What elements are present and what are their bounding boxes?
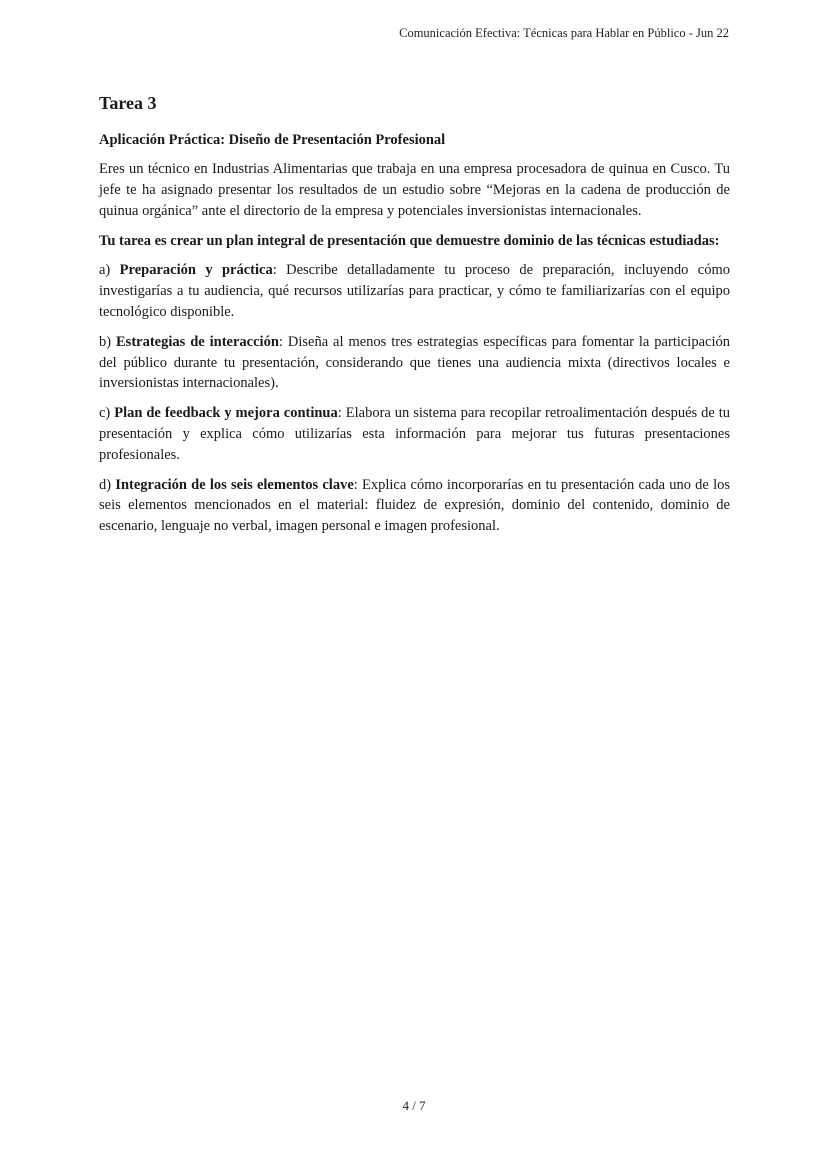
page-number: 4 / 7 <box>402 1098 426 1113</box>
intro-paragraph: Eres un técnico en Industrias Alimentarias que trabaja en una empresa procesadora de quinua en Cusco. Tu jefe te ha asignado presentar los resultados de un estudio sobre “Mejoras en la cadena de producción de quinua orgánica” ante el directorio de la empresa y potenciales inversionistas internacionales. <box>99 161 730 219</box>
section-title: Aplicación Práctica: Diseño de Presentación Profesional <box>99 132 446 149</box>
item-d-label: Integración de los seis elementos clave <box>115 476 354 493</box>
item-a <box>99 260 730 322</box>
item-d <box>99 475 730 537</box>
running-header: Comunicación Efectiva: Técnicas para Hablar en Público - Jun 22 <box>399 26 729 40</box>
item-c-prefix: c) <box>99 405 115 422</box>
document-body <box>99 92 730 546</box>
item-d-text: : Explica cómo incorporarías en tu presentación cada uno de los seis elementos mencionados en el material: fluidez de expresión, dominio del contenido, dominio de escenario, lenguaje no verbal, imagen personal e imagen profesional. <box>99 476 730 535</box>
item-a-prefix: a) <box>99 262 120 279</box>
item-a-text: : Describe detalladamente tu proceso de preparación, incluyendo cómo investigarías a tu audiencia, qué recursos utilizarías para practicar, y cómo te familiarizarías con el equipo tecnológico disponible. <box>99 262 730 321</box>
item-b-prefix: b) <box>99 333 117 350</box>
item-c-label: Plan de feedback y mejora continua <box>114 405 338 422</box>
item-c <box>99 403 730 465</box>
item-c-text: : Elabora un sistema para recopilar retroalimentación después de tu presentación y explica cómo utilizarías esta información para mejorar tus futuras presentaciones profesionales. <box>99 405 731 463</box>
item-d-prefix: d) <box>99 476 116 493</box>
item-a-label: Preparación y práctica <box>119 262 273 279</box>
item-b <box>99 332 730 394</box>
instruction-paragraph: Tu tarea es crear un plan integral de presentación que demuestre dominio de las técnicas estudiadas: <box>99 232 720 249</box>
item-b-text: : Diseña al menos tres estrategias específicas para fomentar la participación del público durante tu presentación, considerando que tienes una audiencia mixta (directivos locales e inversionistas internacionales). <box>99 333 730 392</box>
task-title: Tarea 3 <box>99 93 157 113</box>
item-b-label: Estrategias de interacción <box>116 333 279 350</box>
